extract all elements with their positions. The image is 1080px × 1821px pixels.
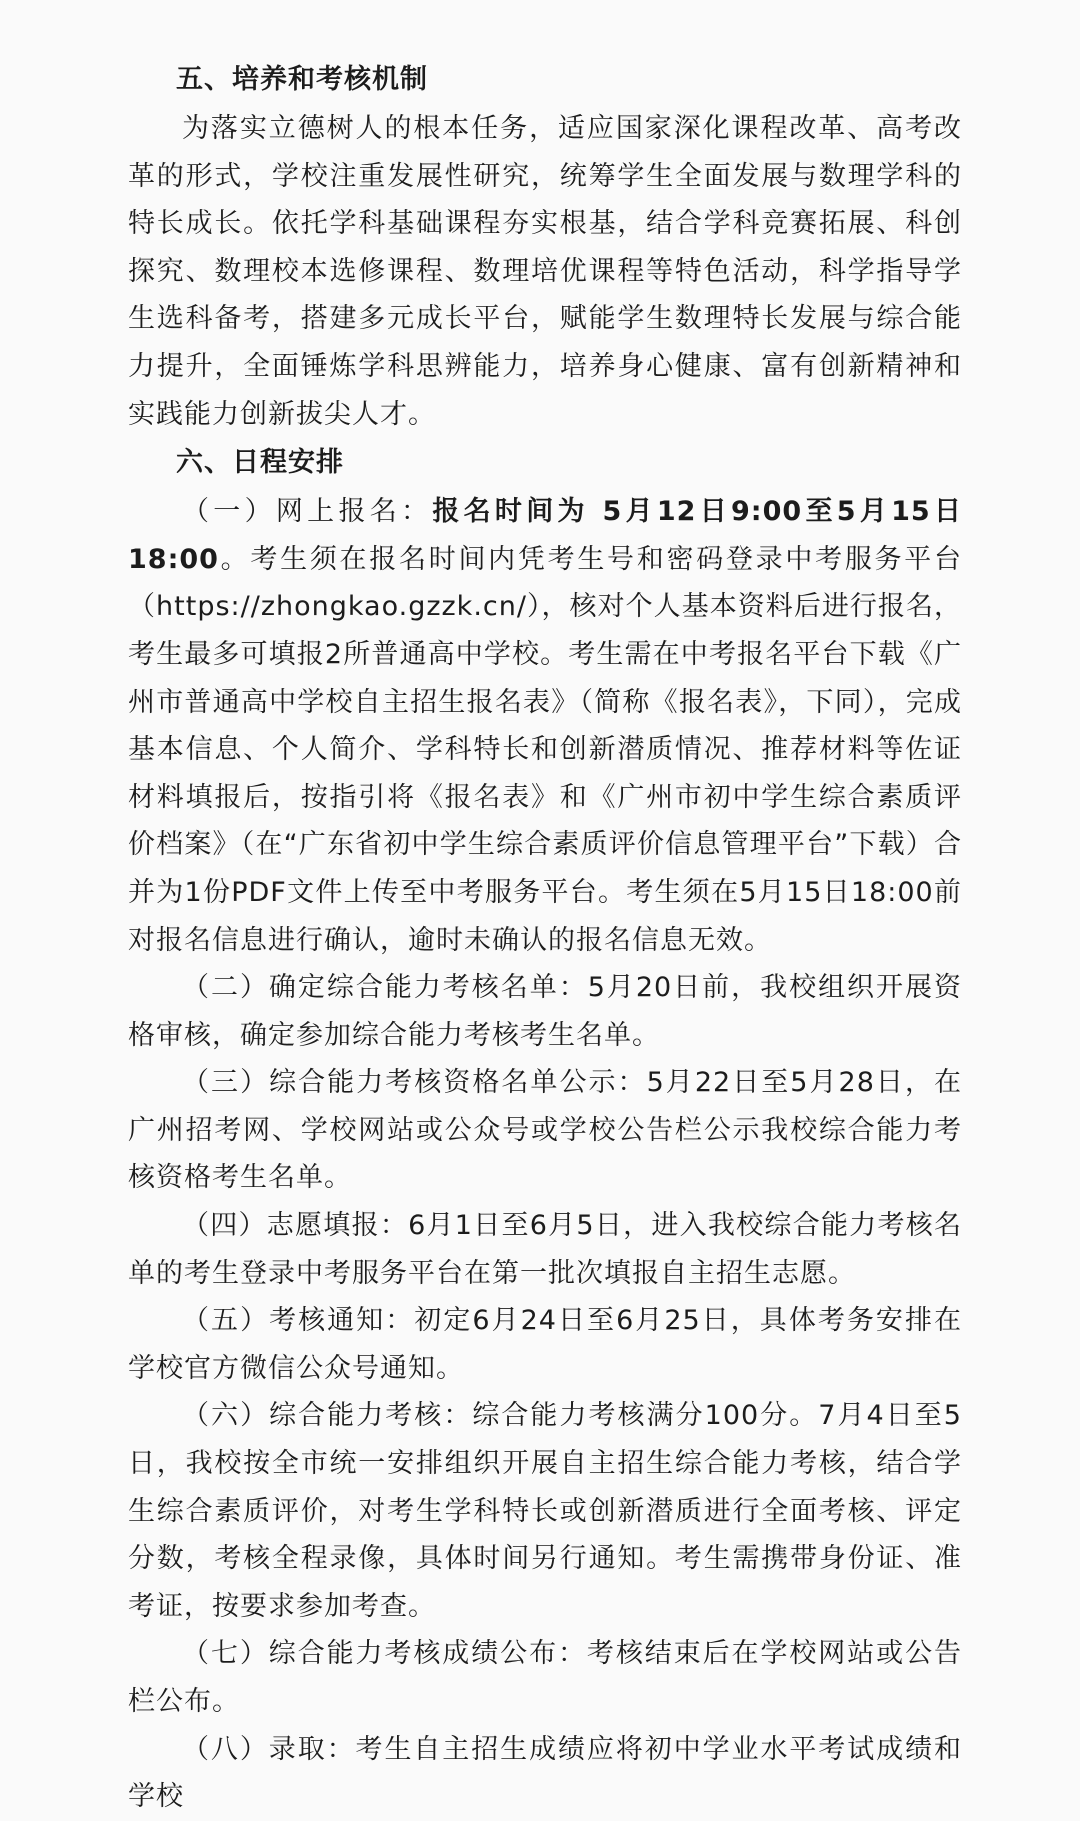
schedule-item-notice: （五）考核通知：初定6月24日至6月25日，具体考务安排在学校官方微信公众号通知。: [128, 1305, 962, 1384]
schedule-item-application: （四）志愿填报：6月1日至6月5日，进入我校综合能力考核名单的考生登录中考服务平台在第一批次填报自主招生志愿。: [128, 1210, 962, 1289]
paragraph-training: 为落实立德树人的根本任务，适应国家深化课程改革、高考改革的形式，学校注重发展性研究，统筹学生全面发展与数理学科的特长成长。依托学科基础课程夯实根基，结合学科竞赛拓展、科创探究、数理校本选修课程、数理培优课程等特色活动，科学指导学生选科备考，搭建多元成长平台，赋能学生数理特长发展与综合能力提升，全面锤炼学科思辨能力，培养身心健康、富有创新精神和实践能力创新拔尖人才。: [128, 113, 962, 430]
schedule-item-confirm-list: （二）确定综合能力考核名单：5月20日前，我校组织开展资格审核，确定参加综合能力考核考生名单。: [128, 972, 962, 1051]
schedule-item-results: （七）综合能力考核成绩公布：考核结束后在学校网站或公告栏公布。: [128, 1638, 962, 1717]
registration-prefix: （一）网上报名：: [182, 496, 433, 528]
registration-details: 。考生须在报名时间内凭考生号和密码登录中考服务平台（https://zhongkao.gzzk.cn/），核对个人基本资料后进行报名，考生最多可填报2所普通高中学校。考生需在中考报名平台下载《广州市普通高中学校自主招生报名表》（简称《报名表》，下同），完成基本信息、个人简介、学科特长和创新潜质情况、推荐材料等佐证材料填报后，按指引将《报名表》和《广州市初中学生综合素质评价档案》（在“广东省初中学生综合素质评价信息管理平台”下载）合并为1份PDF文件上传至中考服务平台。考生须在5月15日18:00前对报名信息进行确认，逾时未确认的报名信息无效。: [128, 543, 962, 956]
schedule-item-registration: [128, 488, 962, 964]
schedule-item-assessment: （六）综合能力考核：综合能力考核满分100分。7月4日至5日，我校按全市统一安排组织开展自主招生综合能力考核，结合学生综合素质评价，对考生学科特长或创新潜质进行全面考核、评定分数，考核全程录像，具体时间另行通知。考生需携带身份证、准考证，按要求参加考查。: [128, 1400, 962, 1622]
section-heading-schedule: 六、日程安排: [176, 447, 344, 479]
schedule-item-publicity: （三）综合能力考核资格名单公示：5月22日至5月28日，在广州招考网、学校网站或公众号或学校公告栏公示我校综合能力考核资格考生名单。: [128, 1067, 962, 1194]
section-heading-training: 五、培养和考核机制: [176, 64, 428, 95]
registration-time-bold: 报名时间为 5月12日9:00至5月15日18:00: [128, 496, 963, 575]
schedule-item-admission: （八）录取：考生自主招生成绩应将初中学业水平考试成绩和学校: [128, 1733, 962, 1813]
